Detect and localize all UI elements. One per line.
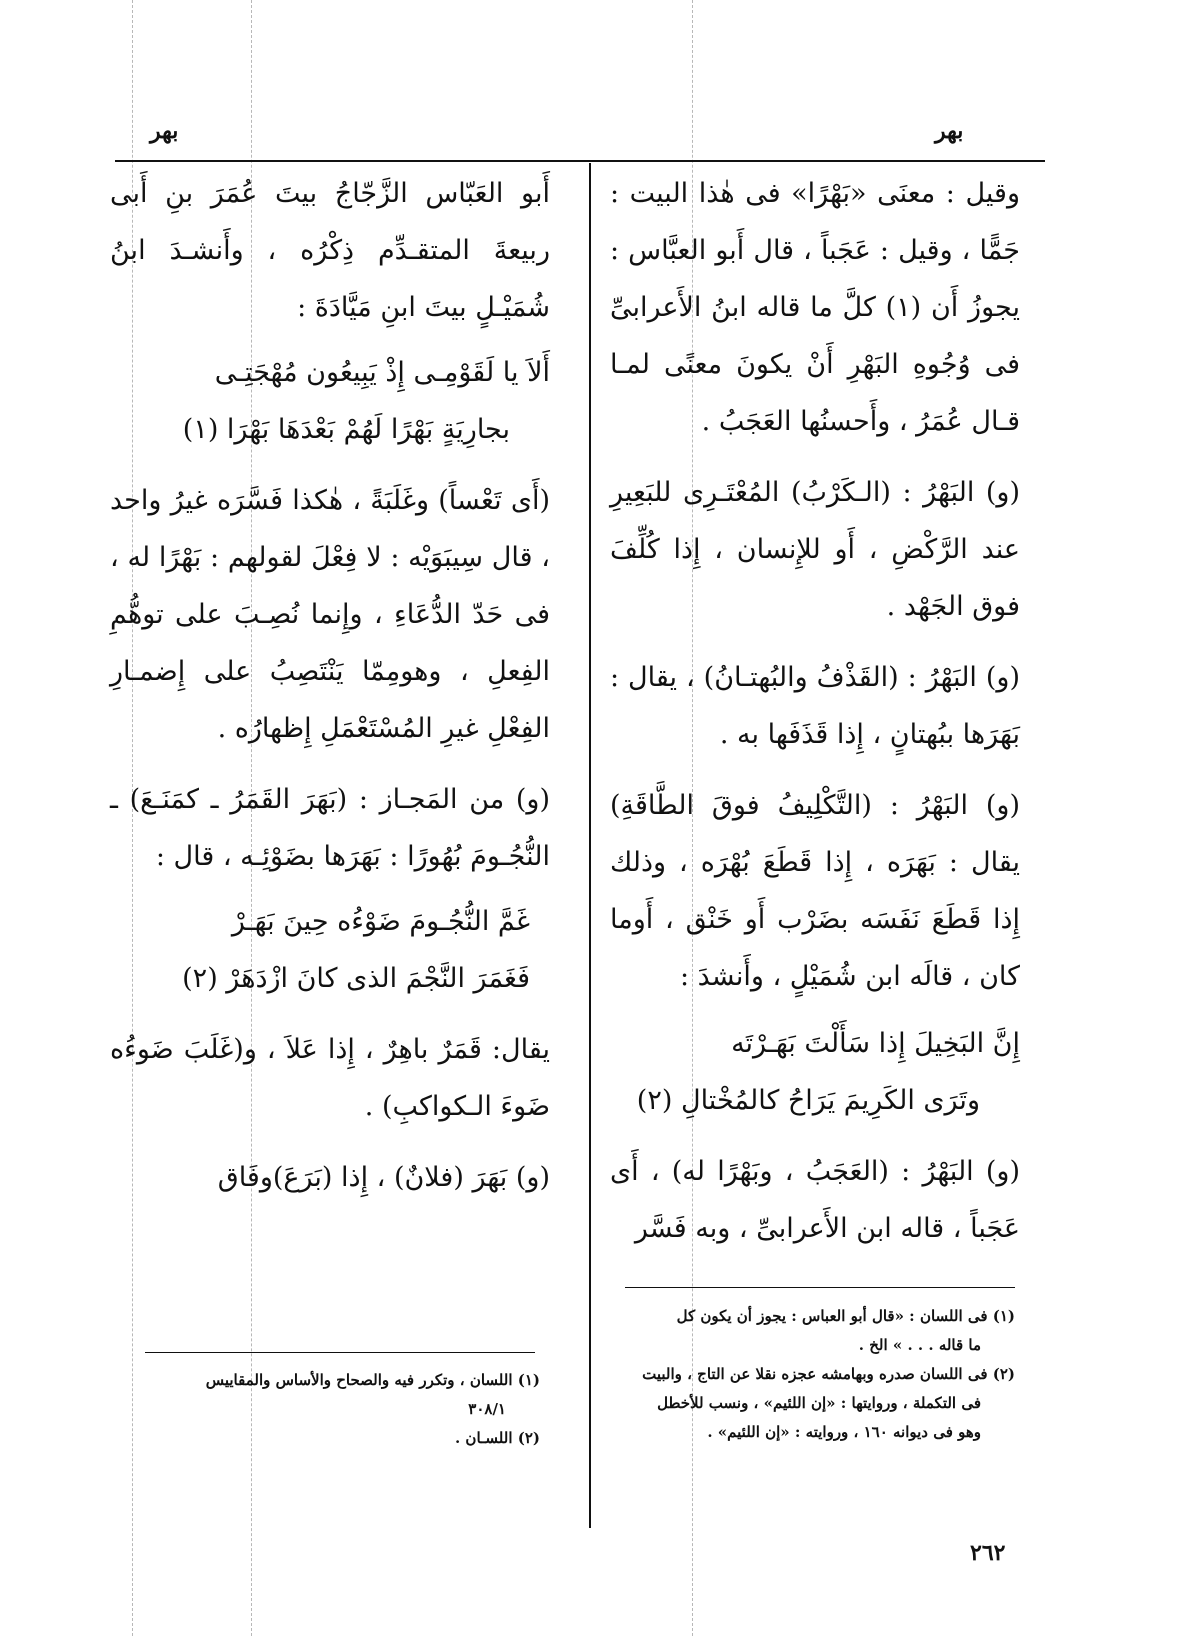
paragraph: (و) البَهْرُ : (العَجَبُ ، وبَهْرًا له) ، أَى عَجَباً ، قاله ابن الأَعرابىِّ ، وبه فَسَّر [610,1156,1020,1244]
footnote-line: (٢) اللسـان . [454,1429,540,1447]
footnote-line: فى التكملة ، وروايتها : «إن اللئيم» ، ونسب للأخطل [657,1394,981,1412]
footnote-line: (١) اللسان ، وتكرر فيه والصحاح والأساس والمقاييس [205,1371,540,1389]
verse-line: غَمَّ النُّجُـومَ ضَوْءُه حِينَ بَهَـرْ [231,906,530,937]
paragraph: يقال: قَمَرٌ باهِرٌ ، إِذا عَلاَ ، و(غَلَبَ ضَوءُه ضَوءَ الـكواكبِ) . [110,1034,550,1122]
footnote-line: وهو فى ديوانه ١٦٠ ، وروايته : «إن اللئيم» . [707,1423,981,1441]
verse-line: بجارِيَةٍ بَهْرًا لَهُمْ بَعْدَهَا بَهْرَا (١) [182,414,510,445]
paragraph: وقيل : معنَى «بَهْرًا» فى هٰذا البيت : جَمًّا ، وقيل : عَجَباً ، قال أَبو العبَّاس : يجوزُ أَن (١) كلَّ ما قاله ابنُ الأَعرابىِّ فى وُجُوهِ البَهْرِ أَنْ يكونَ معنًى لمـا قـال عُمَرُ ، وأَحسنُها العَجَبُ . [610,178,1020,437]
paragraph: (أَى تَعْساً) وغَلَبَةً ، هٰكذا فَسَّرَه غيرُ واحد ، قال سِيبَوَيْه : لا فِعْلَ لقولهم : بَهْرًا له ، فى حَدّ الدُّعَاءِ ، وإِنما نُصِـبَ على توهُّمِ الفِعلِ ، وهومِمّا يَنْتَصِبُ على إِضمـارِ الفِعْلِ غيرِ المُسْتَعْمَلِ إِظهارُه . [110,485,550,744]
verse-line: إِنَّ البَخِيلَ إِذا سَأَلْتَ بَهَـرْتَه [731,1028,1020,1059]
footnotes-right [605,1302,1015,1447]
paragraph: (و) بَهَرَ (فلانٌ) ، إِذا (بَرَعَ)وفَاق [217,1162,550,1193]
paragraph: (و) البَهْرُ : (القَذْفُ والبُهتـانُ) ، يقال : بَهَرَها ببُهتانٍ ، إِذا قَذَفَها به . [610,662,1020,750]
paragraph: أَبو العَبّاس الزَّجّاجُ بيتَ عُمَرَ بنِ أَبى ربيعةَ المتقـدِّم ذِكْرُه ، وأَنشـدَ ابنُ شُمَيْـلٍ بيتَ ابنِ مَيَّادَةَ : [110,178,550,323]
page-number: ٢٦٢ [970,1540,1006,1566]
right-column [610,165,1020,1257]
footnotes-left [130,1366,540,1453]
footnote-line: ما قاله . . . » الخ . [858,1336,981,1354]
verse-line: أَلاَ يا لَقَوْمِـى إِذْ يَبِيعُون مُهْجَتِـى [214,357,550,388]
paragraph: (و) البَهْرُ : (الـكَرْبُ) المُعْتَـرِى للبَعِيرِ عند الرَّكْضِ ، أَو للإِنسان ، إِذا كُلِّفَ فوق الجَهْد . [610,477,1020,622]
paragraph: (و) البَهْرُ : (التَّكْلِيفُ فوقَ الطَّاقَةِ) يقال : بَهَرَه ، إِذا قَطَعَ بُهْرَه ، وذلك إِذا قَطَعَ نَفَسَه بضَرْب أَو خَنْق ، أَوما كان ، قالَه ابن شُمَيْلٍ ، وأَنشدَ : [610,790,1020,992]
verse-line: وتَرَى الكَرِيمَ يَرَاحُ كالمُخْتالِ (٢) [636,1085,980,1116]
footnote-line: ٣٠٨/١ [468,1400,506,1418]
header-rule [115,160,1045,162]
paragraph: (و) من المَجـاز : (بَهَرَ القَمَرُ ـ كمَنَـعَ) ـ النُّجُـومَ بُهُورًا : بَهَرَها بضَوْئِـه ، قال : [110,784,550,872]
header-word-left: بهر [150,118,179,144]
header-word-right: بهر [935,118,964,144]
footnote-line: (٢) فى اللسان صدره وبهامشه عجزه نقلا عن التاج ، والبيت [642,1365,1015,1383]
footnote-rule-right [625,1287,1015,1288]
column-divider [589,163,591,1528]
verse-line: فَغَمَرَ النَّجْمَ الذى كانَ ازْدَهَرْ (٢) [182,963,530,994]
footnote-rule-left [145,1352,535,1353]
left-column [110,165,550,1206]
footnote-line: (١) فى اللسان : «قال أبو العباس : يجوز أن يكون كل [676,1307,1015,1325]
